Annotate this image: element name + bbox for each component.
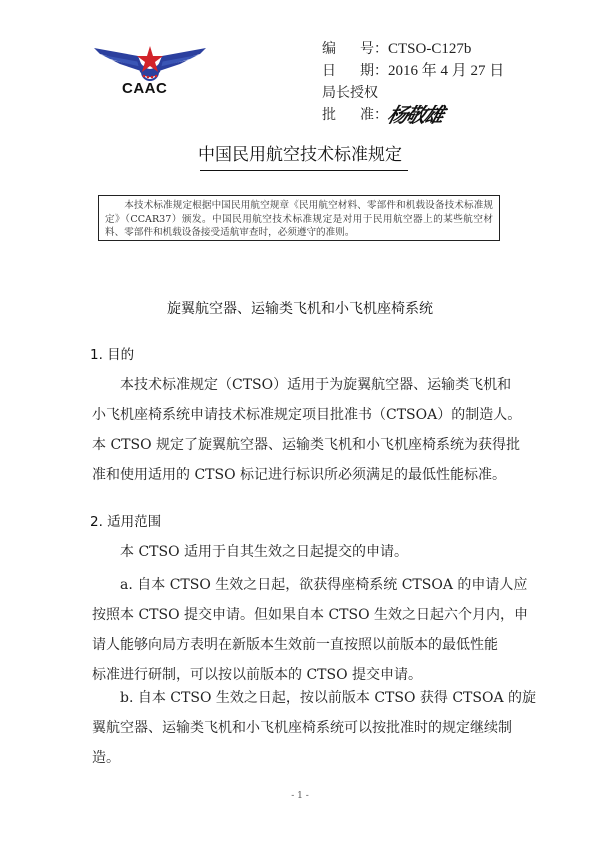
logo-text: CAAC [122, 80, 168, 97]
text-line: 本技术标准规定（CTSO）适用于为旋翼航空器、运输类飞机和 [120, 377, 512, 393]
text-line: 按照本 CTSO 提交申请。但如果自本 CTSO 生效之日起六个月内，申 [92, 607, 529, 623]
meta-label-char: 号 [360, 41, 374, 57]
page-number: - 1 - [291, 791, 309, 801]
title-underline [200, 170, 408, 171]
text-line: 请人能够向局方表明在新版本生效前一直按照以前版本的最低性能 [92, 637, 498, 653]
meta-row-approval [322, 104, 504, 126]
text-line: 本 CTSO 适用于自其生效之日起提交的申请。 [120, 544, 409, 560]
meta-row-number [322, 38, 504, 60]
paragraph-scope-intro [92, 537, 514, 567]
text-line: 标准进行研制，可以按以前版本的 CTSO 提交申请。 [92, 667, 423, 683]
notice-text: 本技术标准规定根据中国民用航空规章《民用航空材料、零部件和机载设备技术标准规定》（CCAR37）颁发。中国民用航空技术标准规定是对用于民用航空器上的某些航空材料、零部件和机载设备接受适航审查时，必须遵守的准则。 [105, 200, 493, 239]
text-line: 小飞机座椅系统申请技术标准规定项目批准书（CTSOA）的制造人。 [92, 407, 522, 423]
meta-label-char: 准 [360, 107, 374, 123]
meta-label-char: 日 [322, 63, 336, 79]
text-line: 造。 [92, 750, 120, 766]
meta-row-date [322, 60, 504, 82]
authorization-label: 局长授权 [322, 85, 378, 101]
document-number: CTSO-C127b [388, 41, 472, 57]
text-line: 准和使用适用的 CTSO 标记进行标识所必须满足的最低性能标准。 [92, 467, 507, 483]
meta-row-authorization [322, 82, 504, 104]
section-title: 旋翼航空器、运输类飞机和小飞机座椅系统 [167, 301, 433, 317]
caac-winged-star-logo-icon [90, 42, 210, 82]
meta-label-char: 编 [322, 41, 336, 57]
text-line: a. 自本 CTSO 生效之日起，欲获得座椅系统 CTSOA 的申请人应 [120, 577, 528, 593]
caac-logo [90, 42, 210, 104]
heading-purpose: 1. 目的 [90, 347, 135, 363]
text-line: b. 自本 CTSO 生效之日起，按以前版本 CTSO 获得 CTSOA 的旋 [120, 690, 537, 706]
meta-label-char: 期 [360, 63, 374, 79]
paragraph-purpose [92, 370, 522, 490]
colon: ： [374, 41, 388, 57]
notice-box [98, 195, 500, 241]
colon: ： [374, 107, 388, 123]
approval-signature: 杨敬雄 [384, 103, 446, 127]
text-line: 翼航空器、运输类飞机和小飞机座椅系统可以按批准时的规定继续制 [92, 720, 512, 736]
heading-scope: 2. 适用范围 [90, 514, 162, 530]
document-metadata [322, 38, 504, 126]
paragraph-item-a [92, 570, 529, 690]
document-title: 中国民用航空技术标准规定 [198, 145, 402, 165]
paragraph-item-b [92, 683, 537, 773]
colon: ： [374, 63, 388, 79]
meta-label-char: 批 [322, 107, 336, 123]
document-date: 2016 年 4 月 27 日 [388, 63, 505, 79]
text-line: 本 CTSO 规定了旋翼航空器、运输类飞机和小飞机座椅系统为获得批 [92, 437, 521, 453]
